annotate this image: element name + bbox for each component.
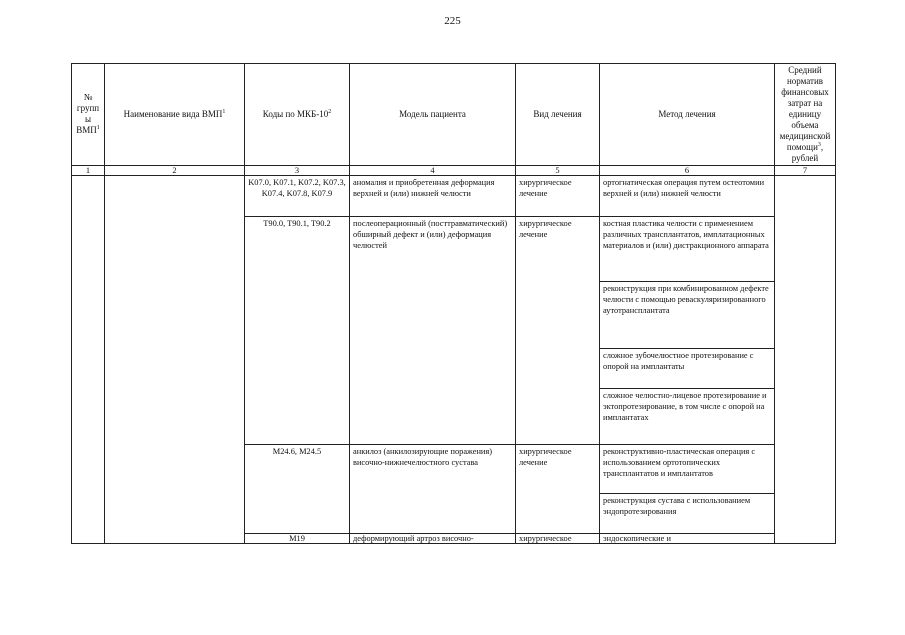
group-number-cell	[72, 175, 105, 543]
patient-model-cell: аномалия и приобретенная деформация верхней и (или) нижней челюсти	[350, 175, 516, 216]
treatment-type-cell: хирургическое	[516, 533, 600, 543]
icd-codes-cell: M19	[245, 533, 350, 543]
icd-codes-cell: M24.6, M24.5	[245, 444, 350, 533]
page-number: 225	[444, 15, 461, 27]
header-treatment-method: Метод лечения	[600, 64, 775, 166]
column-number: 4	[350, 165, 516, 175]
icd-codes-cell: T90.0, T90.1, T90.2	[245, 216, 350, 444]
header-average-cost: Средний норматив финансовых затрат на единицу объема медицинской помощи$^3$, рублей	[775, 64, 836, 166]
column-number: 7	[775, 165, 836, 175]
column-number: 5	[516, 165, 600, 175]
treatment-method-cell: ортогнатическая операция путем остеотомии верхней и (или) нижней челюсти	[600, 175, 775, 216]
header-icd-codes: Коды по МКБ-$10^2$	[245, 64, 350, 166]
column-number: 2	[105, 165, 245, 175]
header-group-number: № групп ы ВМП$^1$	[72, 64, 105, 166]
header-patient-model: Модель пациента	[350, 64, 516, 166]
treatment-method-cell: сложное зубочелюстное протезирование с опорой на имплантаты	[600, 348, 775, 388]
column-number-row	[72, 165, 836, 175]
average-cost-cell	[775, 175, 836, 543]
header-treatment-type: Вид лечения	[516, 64, 600, 166]
vmp-table	[71, 63, 836, 544]
patient-model-cell: анкилоз (анкилозирующие поражения) височно-нижнечелюстного сустава	[350, 444, 516, 533]
icd-codes-cell: K07.0, K07.1, K07.2, K07.3, K07.4, K07.8, K07.9	[245, 175, 350, 216]
patient-model-cell: деформирующий артроз височно-	[350, 533, 516, 543]
treatment-method-cell: костная пластика челюсти с применением различных трансплантатов, имплатационных материалов и (или) дистракционного аппарата	[600, 216, 775, 281]
treatment-type-cell: хирургическое лечение	[516, 444, 600, 533]
column-number: 3	[245, 165, 350, 175]
treatment-method-cell: реконструкция при комбинированном дефекте челюсти с помощью реваскуляризированного аутотрансплантата	[600, 281, 775, 348]
vmp-name-cell	[105, 175, 245, 543]
treatment-method-cell: реконструкция сустава с использованием эндопротезирования	[600, 493, 775, 533]
treatment-method-cell: эндоскопические и	[600, 533, 775, 543]
column-number: 6	[600, 165, 775, 175]
treatment-type-cell: хирургическое лечение	[516, 216, 600, 444]
column-number: 1	[72, 165, 105, 175]
treatment-type-cell: хирургическое лечение	[516, 175, 600, 216]
header-vmp-name: Наименование вида ВМП$^1$	[105, 64, 245, 166]
table-row	[72, 175, 836, 216]
header-row	[72, 64, 836, 166]
treatment-method-cell: реконструктивно-пластическая операция с использованием ортотопических трансплантатов и имплантатов	[600, 444, 775, 493]
patient-model-cell: послеоперационный (посттравматический) обширный дефект и (или) деформация челюстей	[350, 216, 516, 444]
treatment-method-cell: сложное челюстно-лицевое протезирование и эктопротезирование, в том числе с опорой на имплантатах	[600, 388, 775, 444]
